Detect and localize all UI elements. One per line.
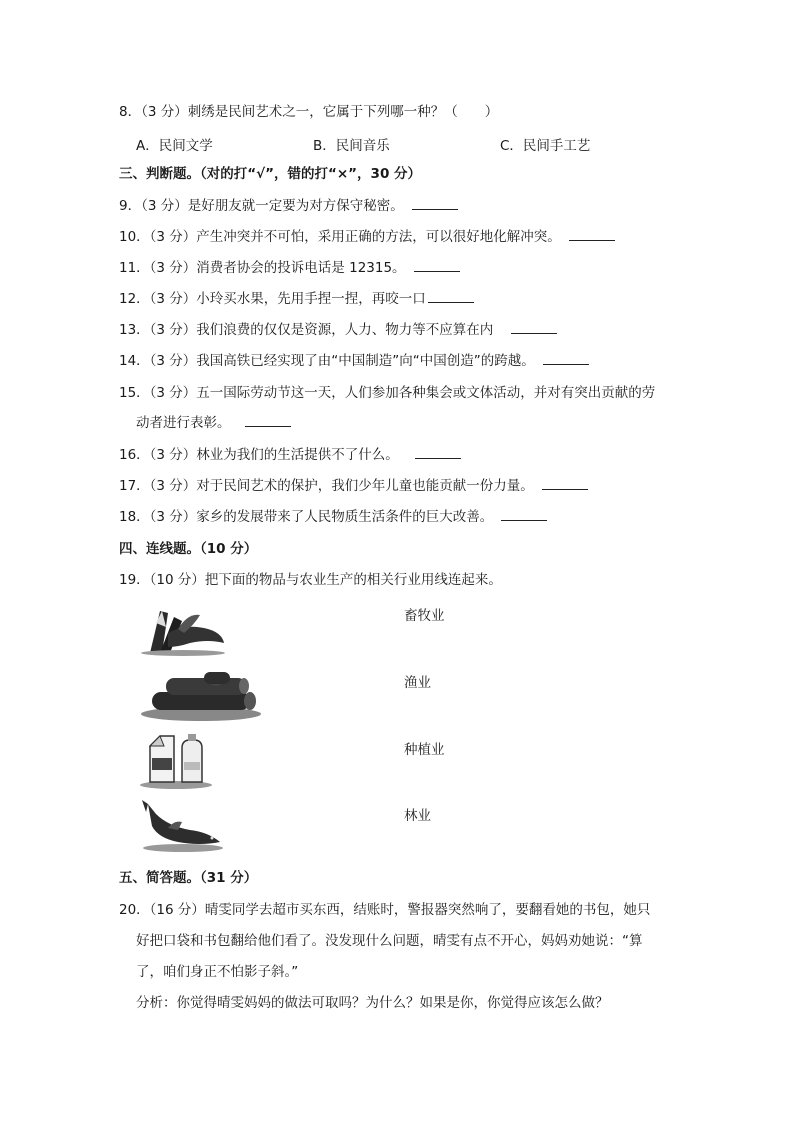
- q8-option-c[interactable]: C．民间手工艺: [500, 138, 591, 154]
- answer-blank[interactable]: [542, 477, 588, 490]
- logs-icon[interactable]: [138, 666, 264, 722]
- industry-fishery[interactable]: 渔业: [404, 675, 431, 691]
- industry-forestry[interactable]: 林业: [404, 808, 431, 824]
- judge-item-14: [119, 352, 589, 370]
- judge-item-10: [119, 228, 615, 246]
- answer-blank[interactable]: [412, 197, 458, 210]
- industry-livestock[interactable]: 畜牧业: [404, 608, 445, 624]
- vegetable-icon[interactable]: [138, 603, 228, 657]
- milk-icon[interactable]: [138, 732, 214, 790]
- answer-blank[interactable]: [245, 414, 291, 427]
- judge-item-12: [119, 290, 474, 308]
- section-4-title: 四、连线题。（10 分）: [119, 541, 258, 557]
- answer-blank[interactable]: [501, 508, 547, 521]
- question-20-line3: 了，咱们身正不怕影子斜。”: [136, 964, 299, 980]
- judge-item-text: 13．（3 分）我们浪费的仅仅是资源，人力、物力等不应算在内: [119, 322, 494, 338]
- question-20-line1: 20．（16 分）晴雯同学去超市买东西，结账时，警报器突然响了，要翻看她的书包，她只: [119, 902, 651, 918]
- judge-item-15-line2: [136, 414, 291, 432]
- industry-planting[interactable]: 种植业: [404, 742, 445, 758]
- question-20-line2: 好把口袋和书包翻给他们看了。没发现什么问题，晴雯有点不开心，妈妈劝她说：“算: [136, 933, 643, 949]
- judge-item-15-line1: 15．（3 分）五一国际劳动节这一天，人们参加各种集会或文体活动，并对有突出贡献的劳: [119, 385, 656, 401]
- judge-item-11: [119, 259, 460, 277]
- question-8-stem: 8．（3 分）刺绣是民间艺术之一，它属于下列哪一种？（ ）: [119, 104, 499, 120]
- answer-blank[interactable]: [415, 446, 461, 459]
- judge-item-text: 17．（3 分）对于民间艺术的保护，我们少年儿童也能贡献一份力量。: [119, 478, 534, 494]
- section-5-title: 五、简答题。（31 分）: [119, 870, 258, 886]
- judge-item-17: [119, 477, 588, 495]
- judge-item-16: [119, 446, 461, 464]
- judge-item-text: 9．（3 分）是好朋友就一定要为对方保守秘密。: [119, 198, 404, 214]
- q8-option-b[interactable]: B．民间音乐: [313, 138, 390, 154]
- answer-blank[interactable]: [569, 228, 615, 241]
- judge-item-9: [119, 197, 458, 215]
- question-19-stem: 19．（10 分）把下面的物品与农业生产的相关行业用线连起来。: [119, 572, 502, 588]
- judge-item-text: 10．（3 分）产生冲突并不可怕，采用正确的方法，可以很好地化解冲突。: [119, 229, 561, 245]
- judge-item-13: [119, 321, 557, 339]
- judge-item-text: 12．（3 分）小玲买水果，先用手捏一捏，再咬一口: [119, 291, 426, 307]
- answer-blank[interactable]: [511, 321, 557, 334]
- fish-icon[interactable]: [138, 798, 228, 854]
- q8-option-a[interactable]: A．民间文学: [136, 138, 213, 154]
- answer-blank[interactable]: [414, 259, 460, 272]
- section-3-title: 三、判断题。（对的打“√”，错的打“×”，30 分）: [119, 166, 422, 182]
- judge-item-text: 14．（3 分）我国高铁已经实现了由“中国制造”向“中国创造”的跨越。: [119, 353, 535, 369]
- judge-item-text: 16．（3 分）林业为我们的生活提供不了什么。: [119, 447, 399, 463]
- question-20-analysis: 分析：你觉得晴雯妈妈的做法可取吗？为什么？如果是你，你觉得应该怎么做？: [136, 995, 609, 1011]
- answer-blank[interactable]: [543, 352, 589, 365]
- judge-item-text: 18．（3 分）家乡的发展带来了人民物质生活条件的巨大改善。: [119, 509, 494, 525]
- judge-item-text: 11．（3 分）消费者协会的投诉电话是 12315。: [119, 260, 406, 276]
- judge-item-text: 动者进行表彰。: [136, 415, 231, 431]
- answer-blank[interactable]: [428, 290, 474, 303]
- judge-item-18: [119, 508, 547, 526]
